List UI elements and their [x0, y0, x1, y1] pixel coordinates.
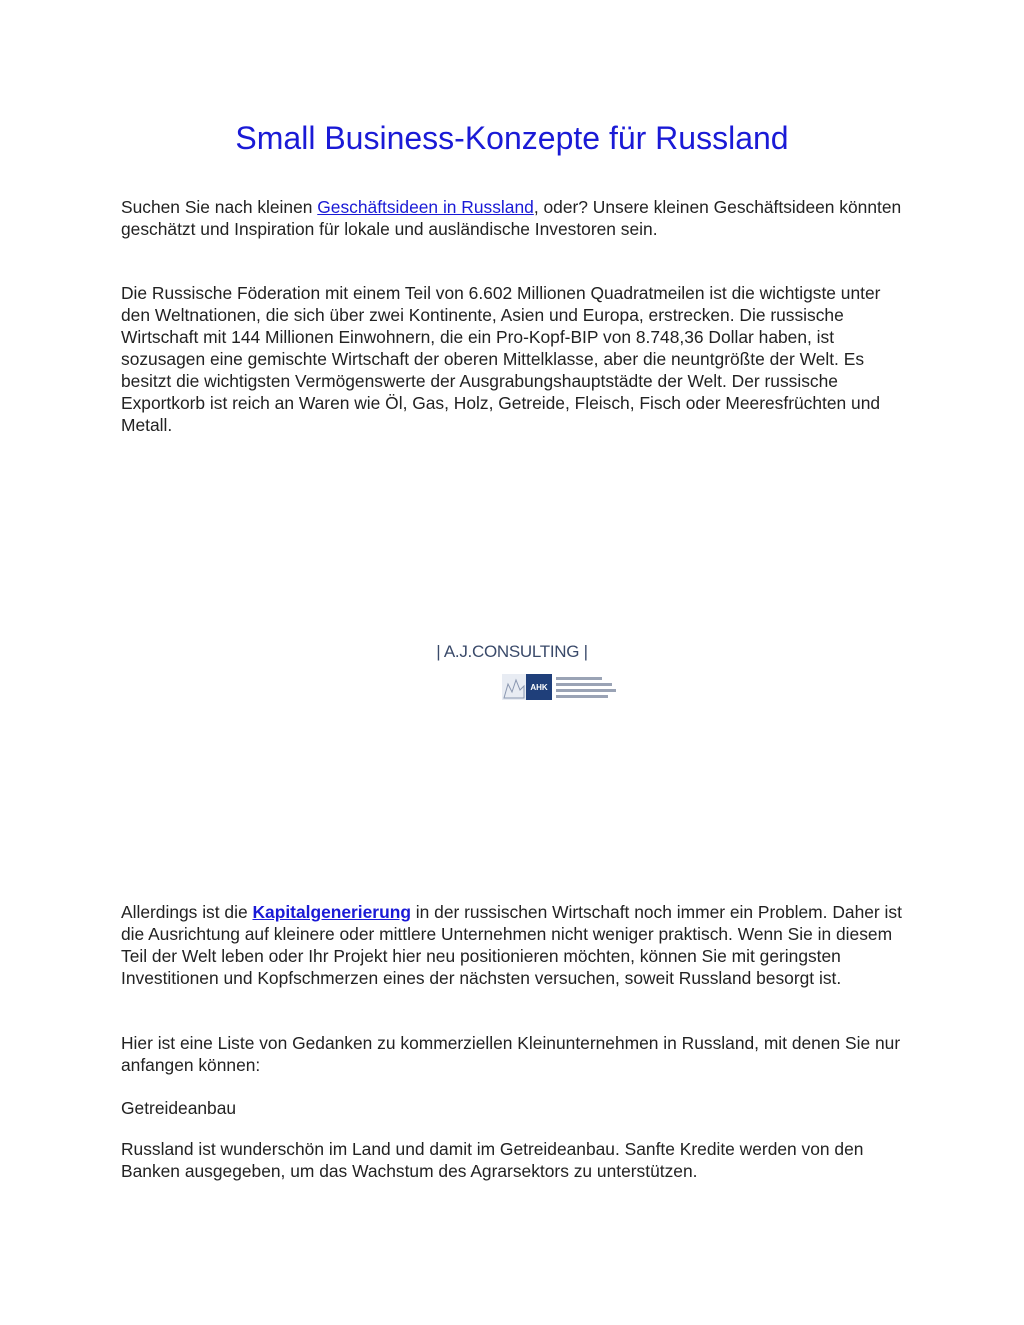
- federation-paragraph: Die Russische Föderation mit einem Teil von 6.602 Millionen Quadratmeilen ist die wichtigste unter den Weltnationen, die sich über zwei Kontinente, Asien und Europa, erstrecken. Die russische Wirtschaft mit 144 Millionen Einwohnern, die ein Pro-Kopf-BIP von 8.748,36 Dollar haben, ist sozusagen eine gemischte Wirtschaft der oberen Mittelklasse, aber die neuntgrößte der Welt. Es besitzt die wichtigsten Vermögenswerte der Ausgrabungshauptstädte der Welt. Der russische Exportkorb ist reich an Waren wie Öl, Gas, Holz, Getreide, Fleisch, Fisch oder Meeresfrüchten und Metall.: [121, 283, 881, 435]
- list-intro-paragraph: Hier ist eine Liste von Gedanken zu kommerziellen Kleinunternehmen in Russland, mit denen Sie nur anfangen können:: [121, 1033, 901, 1075]
- grain-paragraph: Russland ist wunderschön im Land und damit im Getreideanbau. Sanfte Kredite werden von den Banken ausgegeben, um das Wachstum des Agrarsektors zu unterstützen.: [121, 1139, 864, 1181]
- grain-heading: Getreideanbau: [121, 1098, 237, 1118]
- intro-text-after: , oder? Unsere kleinen Geschäftsideen könnten geschätzt und Inspiration für lokale und ausländische Investoren sein.: [121, 197, 902, 239]
- aj-consulting-logo: [420, 640, 604, 702]
- capital-text-after: in der russischen Wirtschaft noch immer ein Problem. Daher ist die Ausrichtung auf kleinere oder mittlere Unternehmen nicht weniger praktisch. Wenn Sie in diesem Teil der Welt leben oder Ihr Projekt hier neu positionieren möchten, können Sie mit geringsten Investitionen und Kopfschmerzen eines der nächsten versuchen, soweit Russland besorgt ist.: [121, 902, 902, 988]
- page-title: Small Business-Konzepte für Russland: [235, 120, 789, 156]
- logo-text: | A.J.CONSULTING |: [436, 642, 588, 661]
- capital-text-before: Allerdings ist die: [121, 902, 253, 922]
- ahk-logo: [502, 674, 618, 700]
- intro-paragraph: [121, 196, 911, 240]
- ahk-label: AHK: [530, 683, 548, 692]
- ahk-mark-icon: [502, 674, 552, 700]
- capital-paragraph: [121, 901, 911, 989]
- ahk-caption-lines: [556, 677, 618, 701]
- capital-generation-link[interactable]: Kapitalgenerierung: [252, 902, 411, 922]
- business-ideas-link[interactable]: Geschäftsideen in Russland: [317, 197, 534, 217]
- intro-text-before: Suchen Sie nach kleinen: [121, 197, 318, 217]
